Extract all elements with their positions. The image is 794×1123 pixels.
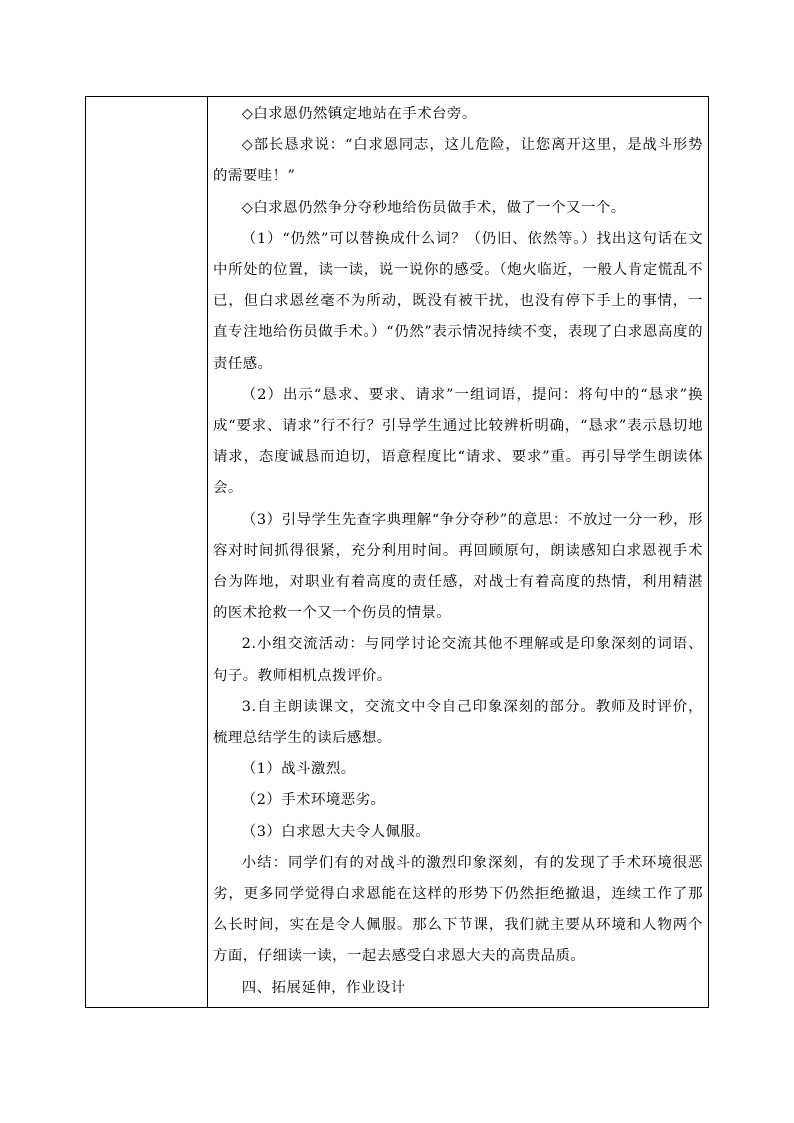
paragraph-6: （3）引导学生先查字典理解“争分夺秒”的意思：不放过一分一秒，形容对时间抓得很紧，充分利用时间。再回顾原句，朗读感知白求恩视手术台为阵地，对职业有着高度的责任感，对战士有着高度的热情，利用精湛的医术抢救一个又一个伤员的情景。 — [213, 511, 703, 622]
paragraph-11: （3）白求恩大夫令人佩服。 — [241, 823, 431, 840]
paragraph-9: （1）战斗激烈。 — [241, 761, 356, 778]
paragraph-10: （2）手术环境恶劣。 — [241, 792, 386, 809]
paragraph-2: ◇部长恳求说：“白求恩同志，这儿危险，让您离开这里，是战斗形势的需要哇！” — [213, 137, 703, 185]
paragraph-7: 2.小组交流活动：与同学讨论交流其他不理解或是印象深刻的词语、句子。教师相机点拨评价。 — [213, 636, 703, 684]
lesson-table — [85, 96, 709, 1008]
paragraph-1: ◇白求恩仍然镇定地站在手术台旁。 — [241, 106, 477, 122]
paragraph-5: （2）出示“恳求、要求、请求”一组词语，提问：将句中的“恳求”换成“要求、请求”行不行？引导学生通过比较辨析明确，“恳求”表示恳切地请求，态度诚恳而迫切，语意程度比“请求、要求”重。再引导学生朗读体会。 — [213, 386, 703, 497]
table-content-cell — [213, 97, 703, 1004]
paragraph-3: ◇白求恩仍然争分夺秒地给伤员做手术，做了一个又一个。 — [241, 199, 626, 216]
paragraph-4: （1）“仍然”可以替换成什么词？（仍旧、依然等。）找出这句话在文中所处的位置，读一读，说一说你的感受。（炮火临近，一般人肯定慌乱不已，但白求恩丝毫不为所动，既没有被干扰，也没有停下手上的事情，一直专注地给伤员做手术。）“仍然”表示情况持续不变，表现了白求恩高度的责任感。 — [213, 230, 703, 372]
table-left-column — [86, 97, 208, 1007]
paragraph-8: 3.自主朗读课文，交流文中令自己印象深刻的部分。教师及时评价，梳理总结学生的读后感想。 — [213, 698, 703, 747]
paragraph-12: 小结：同学们有的对战斗的激烈印象深刻，有的发现了手术环境很恶劣，更多同学觉得白求恩能在这样的形势下仍然拒绝撤退，连续工作了那么长时间，实在是令人佩服。那么下节课，我们就主要从环境和人物两个方面，仔细读一读，一起去感受白求恩大夫的高贵品质。 — [213, 854, 703, 965]
paragraph-13: 四、拓展延伸，作业设计 — [241, 979, 406, 996]
